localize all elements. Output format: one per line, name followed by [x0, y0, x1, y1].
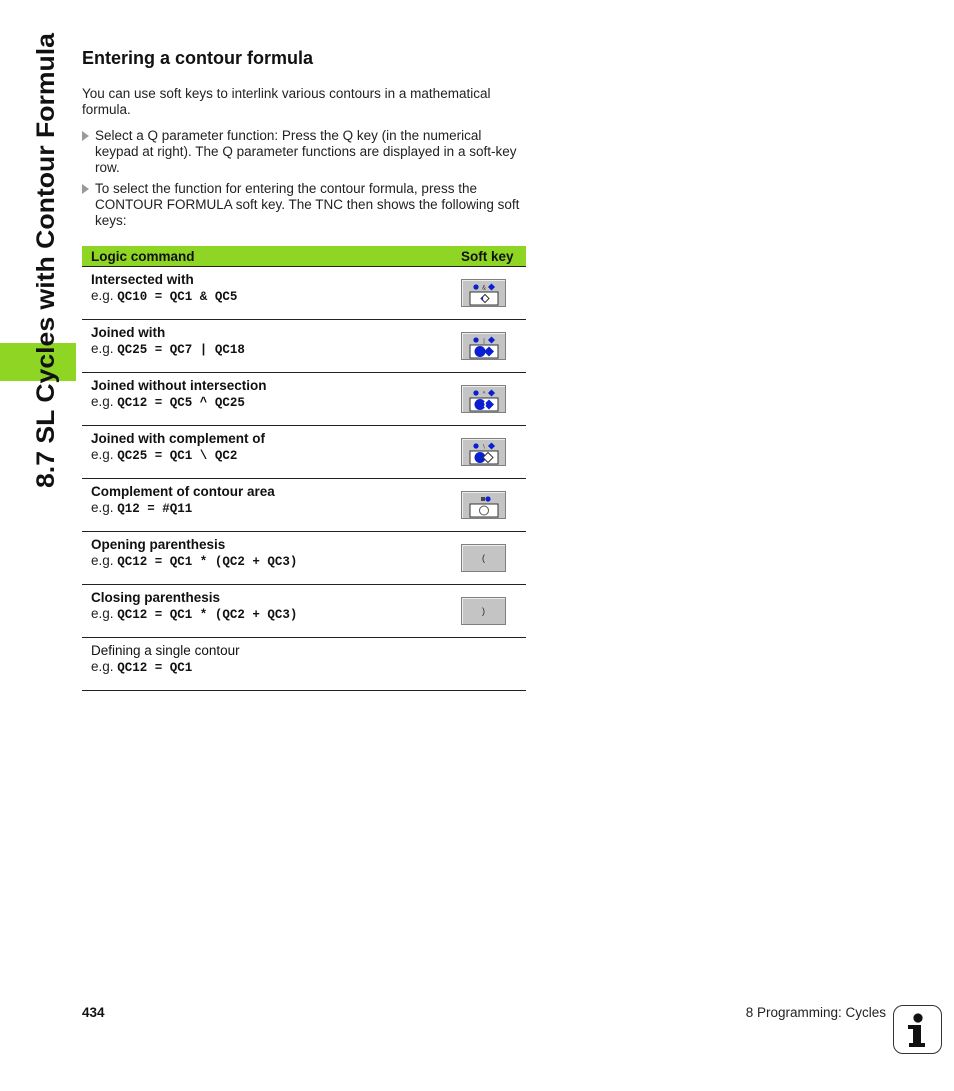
logic-command-example [91, 288, 452, 305]
example-prefix: e.g. [91, 288, 114, 303]
example-code: QC12 = QC5 ^ QC25 [117, 396, 245, 410]
chapter-footer: 8 Programming: Cycles [745, 1005, 886, 1020]
logic-command-example [91, 394, 452, 411]
example-prefix: e.g. [91, 553, 114, 568]
open-paren-softkey-icon: ( [482, 553, 485, 563]
table-row [82, 638, 526, 691]
table-row [82, 585, 526, 638]
example-code: QC12 = QC1 * (QC2 + QC3) [117, 555, 298, 569]
union-softkey-button[interactable] [461, 332, 506, 360]
logic-command-example [91, 447, 452, 464]
logic-command-name: Complement of contour area [91, 484, 275, 499]
table-row [82, 320, 526, 373]
logic-command-name: Joined without intersection [91, 378, 267, 393]
example-code: QC25 = QC1 \ QC2 [117, 449, 238, 463]
example-prefix: e.g. [91, 394, 114, 409]
example-code: QC12 = QC1 [117, 661, 193, 675]
table-header-row [82, 246, 526, 267]
intro-paragraph: You can use soft keys to interlink various contours in a mathematical formula. [82, 86, 491, 117]
logic-command-name: Defining a single contour [91, 643, 240, 658]
open-paren-softkey-button[interactable] [461, 544, 506, 572]
logic-command-cell [82, 320, 461, 373]
logic-command-table [82, 246, 526, 691]
header-logic-command: Logic command [82, 246, 461, 267]
example-code: Q12 = #Q11 [117, 502, 193, 516]
soft-key-cell [461, 532, 526, 585]
chapter-side-title-text: 8.7 SL Cycles with Contour Formula [32, 60, 60, 488]
info-icon [893, 1005, 942, 1054]
page-number: 434 [82, 1005, 105, 1020]
intersect-softkey-icon [462, 280, 507, 308]
logic-command-name: Intersected with [91, 272, 194, 287]
softkey-operator-symbol: | [483, 338, 485, 345]
xor-softkey-icon [462, 386, 507, 414]
logic-command-cell [82, 426, 461, 479]
logic-command-example [91, 553, 452, 570]
intersect-softkey-button[interactable] [461, 279, 506, 307]
close-paren-softkey-button[interactable] [461, 597, 506, 625]
soft-key-cell [461, 320, 526, 373]
logic-command-example [91, 659, 452, 676]
logic-command-example [91, 341, 452, 358]
union-softkey-icon [462, 333, 507, 361]
bullet-arrow-icon [82, 131, 89, 141]
logic-command-name: Opening parenthesis [91, 537, 226, 552]
example-prefix: e.g. [91, 500, 114, 515]
logic-command-cell [82, 638, 461, 691]
close-paren-softkey-icon: ) [482, 606, 485, 616]
chapter-side-title [22, 30, 68, 500]
xor-softkey-button[interactable] [461, 385, 506, 413]
table-row [82, 267, 526, 320]
softkey-operator-symbol: & [481, 285, 487, 292]
complement-softkey-icon [462, 492, 507, 520]
instruction-step-1 [82, 128, 527, 176]
instruction-step-text: To select the function for entering the contour formula, press the CONTOUR FORMULA soft key. The TNC then shows the following soft keys: [95, 181, 520, 228]
logic-command-cell [82, 532, 461, 585]
table-row [82, 532, 526, 585]
section-heading: Entering a contour formula [82, 48, 314, 68]
bullet-arrow-icon [82, 184, 89, 194]
example-prefix: e.g. [91, 341, 114, 356]
difference-softkey-icon [462, 439, 507, 467]
complement-softkey-button[interactable] [461, 491, 506, 519]
table-row [82, 479, 526, 532]
softkey-operator-symbol: \ [483, 444, 485, 451]
instruction-step-text: Select a Q parameter function: Press the Q key (in the numerical keypad at right). The Q parameter functions are displayed in a soft-key row. [95, 128, 517, 175]
table-row [82, 426, 526, 479]
example-prefix: e.g. [91, 606, 114, 621]
softkey-operator-symbol: ^ [482, 391, 486, 398]
soft-key-cell [461, 373, 526, 426]
soft-key-cell [461, 585, 526, 638]
example-code: QC25 = QC7 | QC18 [117, 343, 245, 357]
logic-command-example [91, 500, 452, 517]
example-code: QC10 = QC1 & QC5 [117, 290, 238, 304]
logic-command-cell [82, 585, 461, 638]
soft-key-cell [461, 479, 526, 532]
table-row [82, 373, 526, 426]
logic-command-example [91, 606, 452, 623]
logic-command-cell [82, 267, 461, 320]
soft-key-cell [461, 426, 526, 479]
difference-softkey-button[interactable] [461, 438, 506, 466]
logic-command-name: Closing parenthesis [91, 590, 221, 605]
logic-command-name: Joined with complement of [91, 431, 266, 446]
example-code: QC12 = QC1 * (QC2 + QC3) [117, 608, 298, 622]
soft-key-cell [461, 267, 526, 320]
header-soft-key: Soft key [461, 246, 526, 267]
logic-command-cell [82, 373, 461, 426]
soft-key-cell [461, 638, 526, 691]
logic-command-cell [82, 479, 461, 532]
instruction-step-2 [82, 181, 527, 229]
logic-command-rows [82, 267, 526, 691]
example-prefix: e.g. [91, 447, 114, 462]
logic-command-name: Joined with [91, 325, 166, 340]
example-prefix: e.g. [91, 659, 114, 674]
